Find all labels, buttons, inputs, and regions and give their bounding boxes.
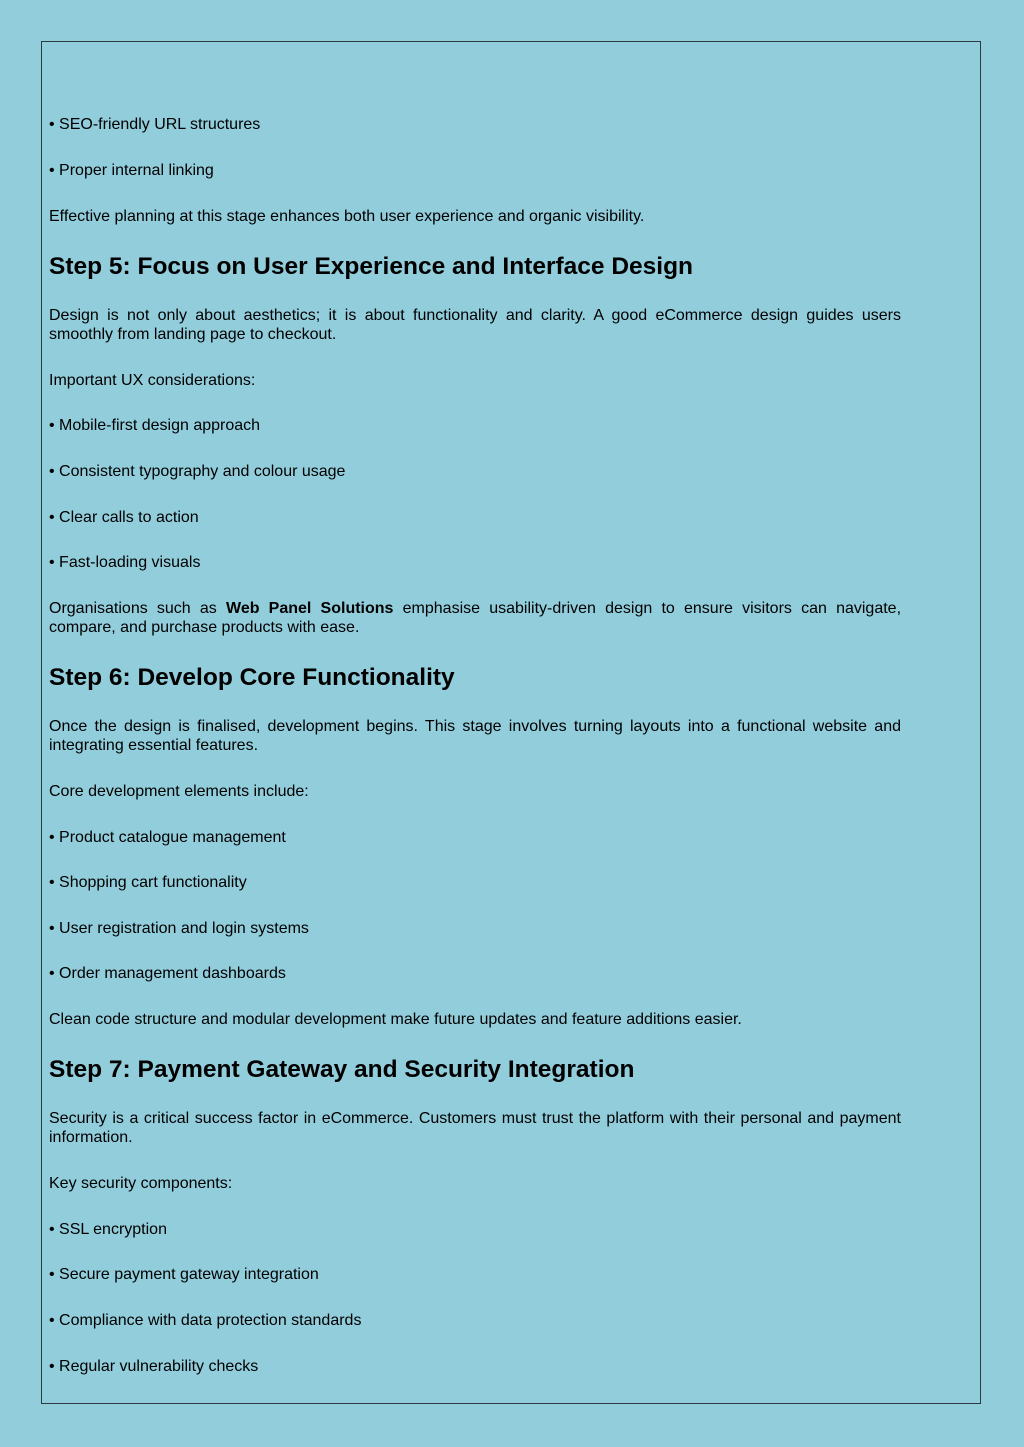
list-item: • Shopping cart functionality <box>49 874 247 891</box>
paragraph: Core development elements include: <box>49 783 309 800</box>
list-item: • Regular vulnerability checks <box>49 1358 259 1375</box>
section-heading-step7: Step 7: Payment Gateway and Security Integration <box>49 1056 635 1083</box>
list-item: • Product catalogue management <box>49 829 286 846</box>
list-item: • User registration and login systems <box>49 920 309 937</box>
list-item: • Consistent typography and colour usage <box>49 463 346 480</box>
paragraph: Design is not only about aesthetics; it is about functionality and clarity. A good eCommerce design guides users smoothly from landing page to checkout. <box>49 307 901 343</box>
list-item: • Order management dashboards <box>49 965 286 982</box>
list-item: • SSL encryption <box>49 1221 167 1238</box>
text: emphasise usability-driven design to ensure visitors can navigate, compare, and purchase products with ease. <box>49 600 902 636</box>
list-item: • Mobile-first design approach <box>49 417 261 434</box>
list-item: • Fast-loading visuals <box>49 554 201 571</box>
paragraph: Important UX considerations: <box>49 372 256 389</box>
paragraph: Key security components: <box>49 1175 233 1192</box>
text: Organisations such as <box>49 600 226 617</box>
paragraph: Clean code structure and modular development make future updates and feature additions easier. <box>49 1011 742 1028</box>
list-item: • SEO-friendly URL structures <box>49 116 261 133</box>
paragraph: Effective planning at this stage enhances both user experience and organic visibility. <box>49 208 645 225</box>
section-heading-step5: Step 5: Focus on User Experience and Interface Design <box>49 253 693 280</box>
list-item: • Compliance with data protection standards <box>49 1312 362 1329</box>
list-item: • Clear calls to action <box>49 509 199 526</box>
paragraph: Once the design is finalised, development begins. This stage involves turning layouts into a functional website and integrating essential features. <box>49 718 901 754</box>
list-item: • Proper internal linking <box>49 162 214 179</box>
company-name: Web Panel Solutions <box>226 600 394 617</box>
paragraph: Security is a critical success factor in eCommerce. Customers must trust the platform with their personal and payment information. <box>49 1110 901 1146</box>
list-item: • Secure payment gateway integration <box>49 1266 319 1283</box>
paragraph <box>49 599 901 637</box>
section-heading-step6: Step 6: Develop Core Functionality <box>49 664 455 691</box>
